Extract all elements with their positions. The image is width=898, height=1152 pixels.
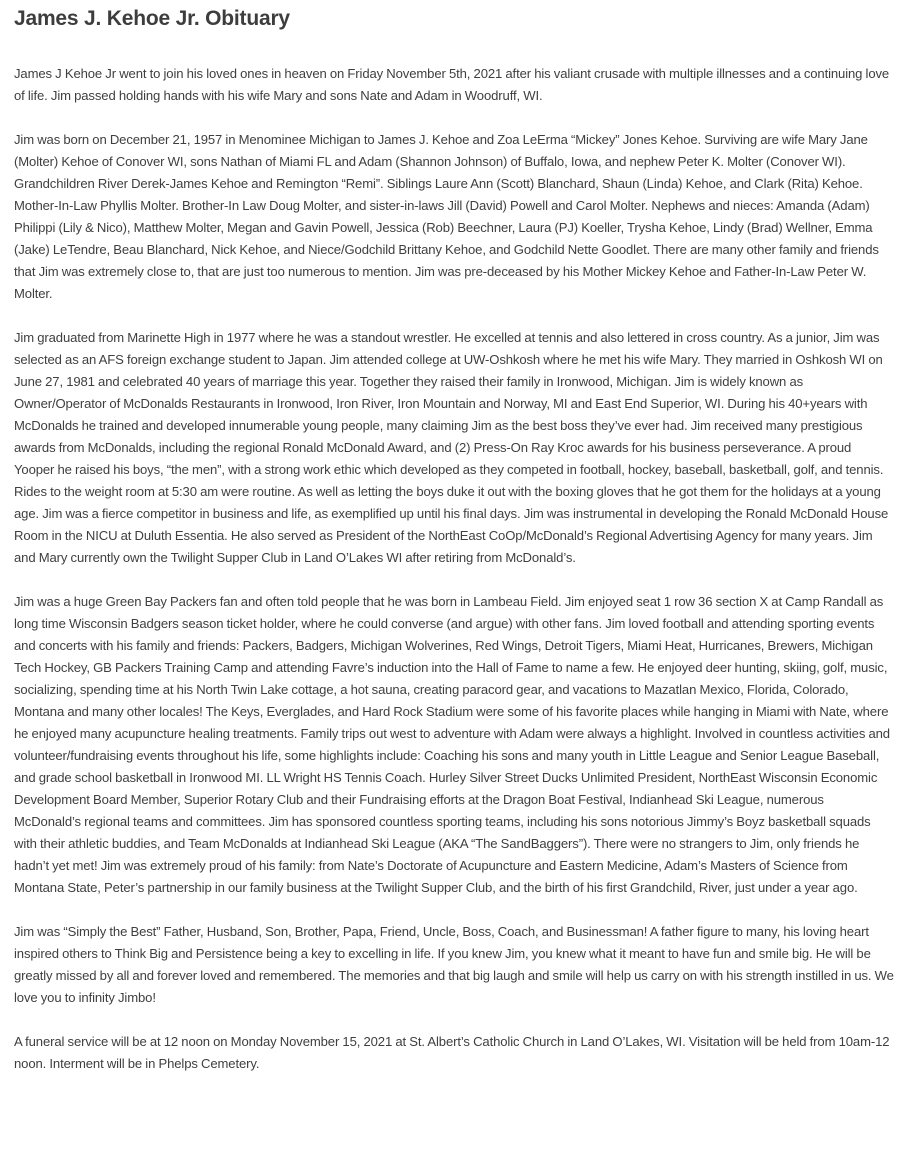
paragraph-career: Jim graduated from Marinette High in 1977 where he was a standout wrestler. He excelled at tennis and also lettered in cross country. As a junior, Jim was selected as an AFS foreign exchange student to Japan. Jim attended college at UW-Oshkosh where he met his wife Mary. They married in Oshkosh WI on June 27, 1981 and celebrated 40 years of marriage this year. Together they raised their family in Ironwood, Michigan. Jim is widely known as Owner/Operator of McDonalds Restaurants in Ironwood, Iron River, Iron Mountain and Norway, MI and East End Superior, WI. During his 40+years with McDonalds he trained and developed innumerable young people, many claiming Jim as the best boss they’ve ever had. Jim received many prestigious awards from McDonalds, including the regional Ronald McDonald Award, and (2) Press-On Ray Kroc awards for his business perseverance. A proud Yooper he raised his boys, “the men”, with a strong work ethic which developed as they competed in football, hockey, baseball, basketball, golf, and tennis. Rides to the weight room at 5:30 am were routine. As well as letting the boys duke it out with the boxing gloves that he got them for the holidays at a young age. Jim was a fierce competitor in business and life, as exemplified up until his final days. Jim was instrumental in developing the Ronald McDonald House Room in the NICU at Duluth Essentia. He also served as President of the NorthEast CoOp/McDonald’s Regional Advertising Agency for many years. Jim and Mary currently own the Twilight Supper Club in Land O’Lakes WI after retiring from McDonald’s. bbox=[14, 330, 889, 565]
paragraph-family: Jim was born on December 21, 1957 in Menominee Michigan to James J. Kehoe and Zoa LeErma “Mickey” Jones Kehoe. Surviving are wife Mary Jane (Molter) Kehoe of Conover WI, sons Nathan of Miami FL and Adam (Shannon Johnson) of Buffalo, Iowa, and nephew Peter K. Molter (Conover WI). Grandchildren River Derek-James Kehoe and Remington “Remi”. Siblings Laure Ann (Scott) Blanchard, Shaun (Linda) Kehoe, and Clark (Rita) Kehoe. Mother-In-Law Phyllis Molter. Brother-In Law Doug Molter, and sister-in-laws Jill (David) Powell and Carol Molter. Nephews and nieces: Amanda (Adam) Philippi (Lily & Nico), Matthew Molter, Megan and Gavin Powell, Jessica (Rob) Beechner, Laura (PJ) Koeller, Trysha Kehoe, Lindy (Brad) Wellner, Emma (Jake) LeTendre, Beau Blanchard, Nick Kehoe, and Niece/Godchild Brittany Kehoe, and Godchild Nette Goodlet. There are many other family and friends that Jim was extremely close to, that are just too numerous to mention. Jim was pre-deceased by his Mother Mickey Kehoe and Father-In-Law Peter W. Molter. bbox=[14, 132, 879, 301]
paragraph-tribute: Jim was “Simply the Best” Father, Husband, Son, Brother, Papa, Friend, Uncle, Boss, Coach, and Businessman! A father figure to many, his loving heart inspired others to Think Big and Persistence being a key to excelling in life. If you knew Jim, you knew what it meant to have fun and smile big. He will be greatly missed by all and forever loved and remembered. The memories and that big laugh and smile will help us carry on with his strength instilled in us. We love you to infinity Jimbo! bbox=[14, 924, 894, 1005]
paragraph-announcement: James J Kehoe Jr went to join his loved ones in heaven on Friday November 5th, 2021 after his valiant crusade with multiple illnesses and a continuing love of life. Jim passed holding hands with his wife Mary and sons Nate and Adam in Woodruff, WI. bbox=[14, 66, 890, 103]
obituary-body bbox=[14, 63, 894, 1075]
page-title: James J. Kehoe Jr. Obituary bbox=[14, 7, 290, 30]
paragraph-interests: Jim was a huge Green Bay Packers fan and often told people that he was born in Lambeau Field. Jim enjoyed seat 1 row 36 section X at Camp Randall as long time Wisconsin Badgers season ticket holder, where he could converse (and argue) with other fans. Jim loved football and attending sporting events and concerts with his family and friends: Packers, Badgers, Michigan Wolverines, Red Wings, Detroit Tigers, Miami Heat, Hurricanes, Brewers, Michigan Tech Hockey, GB Packers Training Camp and attending Favre’s induction into the Hall of Fame to name a few. He enjoyed deer hunting, skiing, golf, music, socializing, spending time at his North Twin Lake cottage, a hot sauna, creating paracord gear, and vacations to Mazatlan Mexico, Florida, Colorado, Montana and many other locales! The Keys, Everglades, and Hard Rock Stadium were some of his favorite places while hanging in Miami with Nate, where he enjoyed many acupuncture healing treatments. Family trips out west to adventure with Adam were always a highlight. Involved in countless activities and volunteer/fundraising events throughout his life, some highlights include: Coaching his sons and many youth in Little League and Senior League Baseball, and grade school basketball in Ironwood MI. LL Wright HS Tennis Coach. Hurley Silver Street Ducks Unlimited President, NorthEast Wisconsin Economic Development Board Member, Superior Rotary Club and their Fundraising efforts at the Dragon Boat Festival, Indianhead Ski League, numerous McDonald’s regional teams and committees. Jim has sponsored countless sporting teams, including his sons notorious Jimmy’s Boyz basketball squads with their athletic buddies, and Team McDonalds at Indianhead Ski League (AKA “The SandBaggers”). There were no strangers to Jim, only friends he hadn’t yet met! Jim was extremely proud of his family: from Nate’s Doctorate of Acupuncture and Eastern Medicine, Adam’s Masters of Science from Montana State, Peter’s partnership in our family business at the Twilight Supper Club, and the birth of his first Grandchild, River, just under a year ago. bbox=[14, 594, 890, 895]
paragraph-service-details: A funeral service will be at 12 noon on Monday November 15, 2021 at St. Albert’s Catholic Church in Land O’Lakes, WI. Visitation will be held from 10am-12 noon. Interment will be in Phelps Cemetery. bbox=[14, 1034, 890, 1071]
